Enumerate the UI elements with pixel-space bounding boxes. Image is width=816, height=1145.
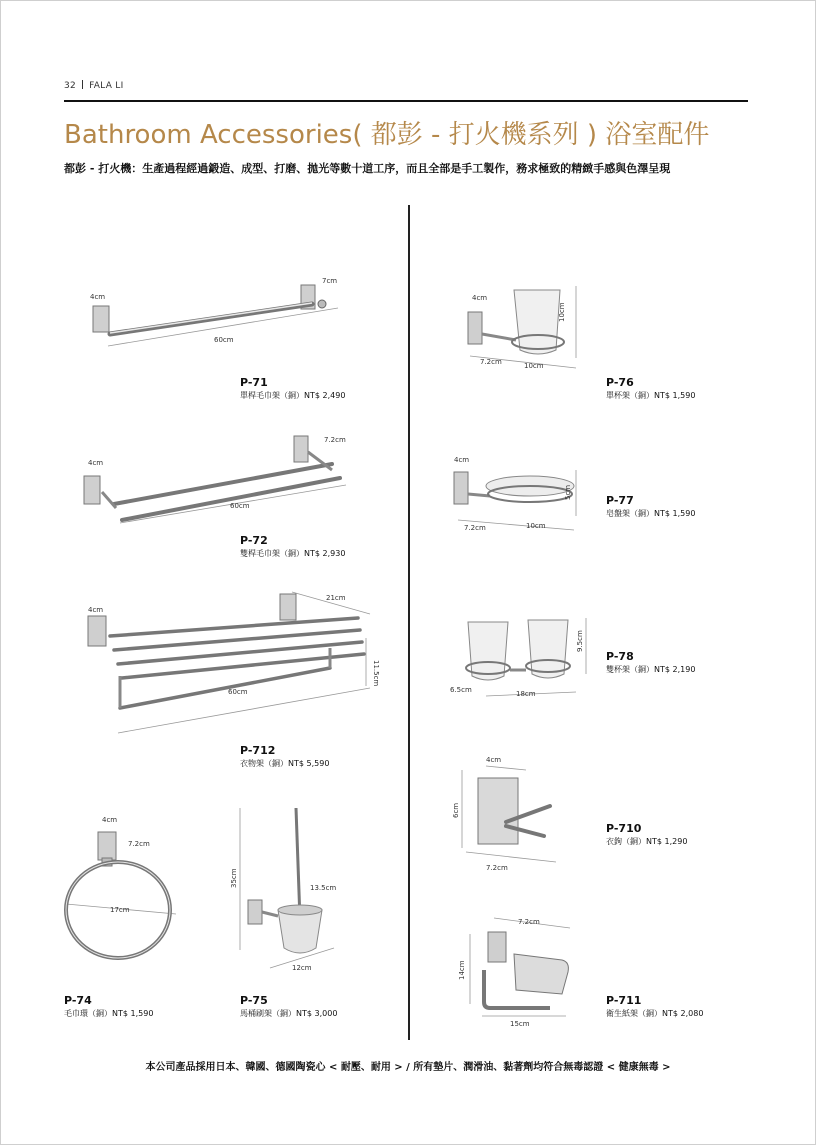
p72-dim-length: 60cm bbox=[230, 502, 250, 510]
running-header bbox=[64, 80, 124, 91]
p712-desc: 衣物架（銅）NT$ 5,590 bbox=[240, 759, 330, 768]
p76-illustration bbox=[458, 282, 588, 377]
p710-desc: 衣鉤（銅）NT$ 1,290 bbox=[606, 837, 688, 846]
page-subtitle: 都彭 - 打火機：生產過程經過鍛造、成型、打磨、拋光等數十道工序，而且全部是手工製作，務求極致的精緻手感與色澤呈現 bbox=[64, 162, 671, 175]
header-rule bbox=[64, 100, 748, 102]
p712-illustration bbox=[80, 588, 380, 743]
p75-dim-height: 35cm bbox=[230, 868, 238, 888]
p712-code: P-712 bbox=[240, 744, 276, 757]
p711-illustration bbox=[454, 910, 594, 1030]
product-p76 bbox=[606, 376, 695, 401]
p71-dim-depth: 4cm bbox=[90, 293, 106, 301]
p711-dim-height: 14cm bbox=[458, 960, 466, 980]
p711-code: P-711 bbox=[606, 994, 642, 1007]
p712-dim-length: 60cm bbox=[228, 688, 248, 696]
page-title: Bathroom Accessories( 都彭 - 打火機系列 ) 浴室配件 bbox=[64, 120, 710, 150]
p77-desc: 皂盤架（銅）NT$ 1,590 bbox=[606, 509, 696, 518]
p71-dim-length: 60cm bbox=[214, 336, 234, 344]
p712-dim-height: 11.5cm bbox=[372, 660, 380, 687]
p76-dim-reach: 7.2cm bbox=[480, 358, 502, 366]
p710-dim-height: 6cm bbox=[452, 802, 460, 818]
p71-dim-height: 7cm bbox=[322, 277, 338, 285]
p72-code: P-72 bbox=[240, 534, 268, 547]
product-p71 bbox=[240, 376, 345, 401]
p76-dim-width: 10cm bbox=[524, 362, 544, 370]
p74-dim-diameter: 17cm bbox=[110, 906, 130, 914]
product-p77 bbox=[606, 494, 695, 519]
p74-dim-depth: 4cm bbox=[102, 816, 118, 824]
p76-dim-height: 10cm bbox=[558, 302, 566, 322]
p74-dim-height: 7.2cm bbox=[128, 840, 150, 848]
p78-code: P-78 bbox=[606, 650, 634, 663]
p75-code: P-75 bbox=[240, 994, 268, 1007]
product-p72 bbox=[240, 534, 345, 559]
p77-dim-depth: 4cm bbox=[454, 456, 470, 464]
p72-dim-depth: 4cm bbox=[88, 459, 104, 467]
p72-desc: 雙桿毛巾架（銅）NT$ 2,930 bbox=[240, 549, 346, 558]
product-p710 bbox=[606, 822, 687, 847]
p710-code: P-710 bbox=[606, 822, 642, 835]
p77-code: P-77 bbox=[606, 494, 634, 507]
p72-dim-height: 7.2cm bbox=[324, 436, 346, 444]
p72-illustration bbox=[80, 430, 370, 535]
p78-dim-height: 9.5cm bbox=[576, 630, 584, 652]
brand-name: FALA LI bbox=[89, 81, 124, 91]
p74-desc: 毛巾環（銅）NT$ 1,590 bbox=[64, 1009, 154, 1018]
p74-code: P-74 bbox=[64, 994, 92, 1007]
p711-desc: 衛生紙架（銅）NT$ 2,080 bbox=[606, 1009, 704, 1018]
p711-dim-width: 15cm bbox=[510, 1020, 530, 1028]
p75-illustration bbox=[226, 800, 356, 980]
product-p711 bbox=[606, 994, 703, 1019]
p76-desc: 單杯架（銅）NT$ 1,590 bbox=[606, 391, 696, 400]
product-p74 bbox=[64, 994, 153, 1019]
p77-dim-reach: 7.2cm bbox=[464, 524, 486, 532]
p78-illustration bbox=[446, 612, 596, 707]
product-p75 bbox=[240, 994, 337, 1019]
column-divider bbox=[408, 205, 410, 1040]
p77-dim-width: 10cm bbox=[526, 522, 546, 530]
p76-dim-depth: 4cm bbox=[472, 294, 488, 302]
page-footer-note: 本公司產品採用日本、韓國、德國陶瓷心 < 耐壓、耐用 > / 所有墊片、潤滑油、黏著劑均符合無毒認證 < 健康無毒 > bbox=[145, 1062, 671, 1073]
p77-illustration bbox=[446, 448, 586, 538]
product-p78 bbox=[606, 650, 695, 675]
p77-dim-height: 5cm bbox=[564, 484, 572, 500]
p71-illustration bbox=[80, 268, 370, 368]
p712-dim-depth: 4cm bbox=[88, 606, 104, 614]
p74-illustration bbox=[56, 810, 186, 970]
p75-desc: 馬桶刷架（銅）NT$ 3,000 bbox=[240, 1009, 338, 1018]
p76-code: P-76 bbox=[606, 376, 634, 389]
product-p712 bbox=[240, 744, 329, 769]
p78-desc: 雙杯架（銅）NT$ 2,190 bbox=[606, 665, 696, 674]
header-separator bbox=[82, 80, 83, 89]
p711-dim-depth: 7.2cm bbox=[518, 918, 540, 926]
p710-dim-width: 7.2cm bbox=[486, 864, 508, 872]
p78-dim-depth: 6.5cm bbox=[450, 686, 472, 694]
p710-illustration bbox=[446, 752, 576, 882]
p71-desc: 單桿毛巾架（銅）NT$ 2,490 bbox=[240, 391, 346, 400]
p75-dim-depth: 13.5cm bbox=[310, 884, 337, 892]
p75-dim-width: 12cm bbox=[292, 964, 312, 972]
p78-dim-width: 18cm bbox=[516, 690, 536, 698]
p71-code: P-71 bbox=[240, 376, 268, 389]
page-number: 32 bbox=[64, 81, 77, 91]
p710-dim-depth: 4cm bbox=[486, 756, 502, 764]
p712-dim-width: 21cm bbox=[326, 594, 346, 602]
